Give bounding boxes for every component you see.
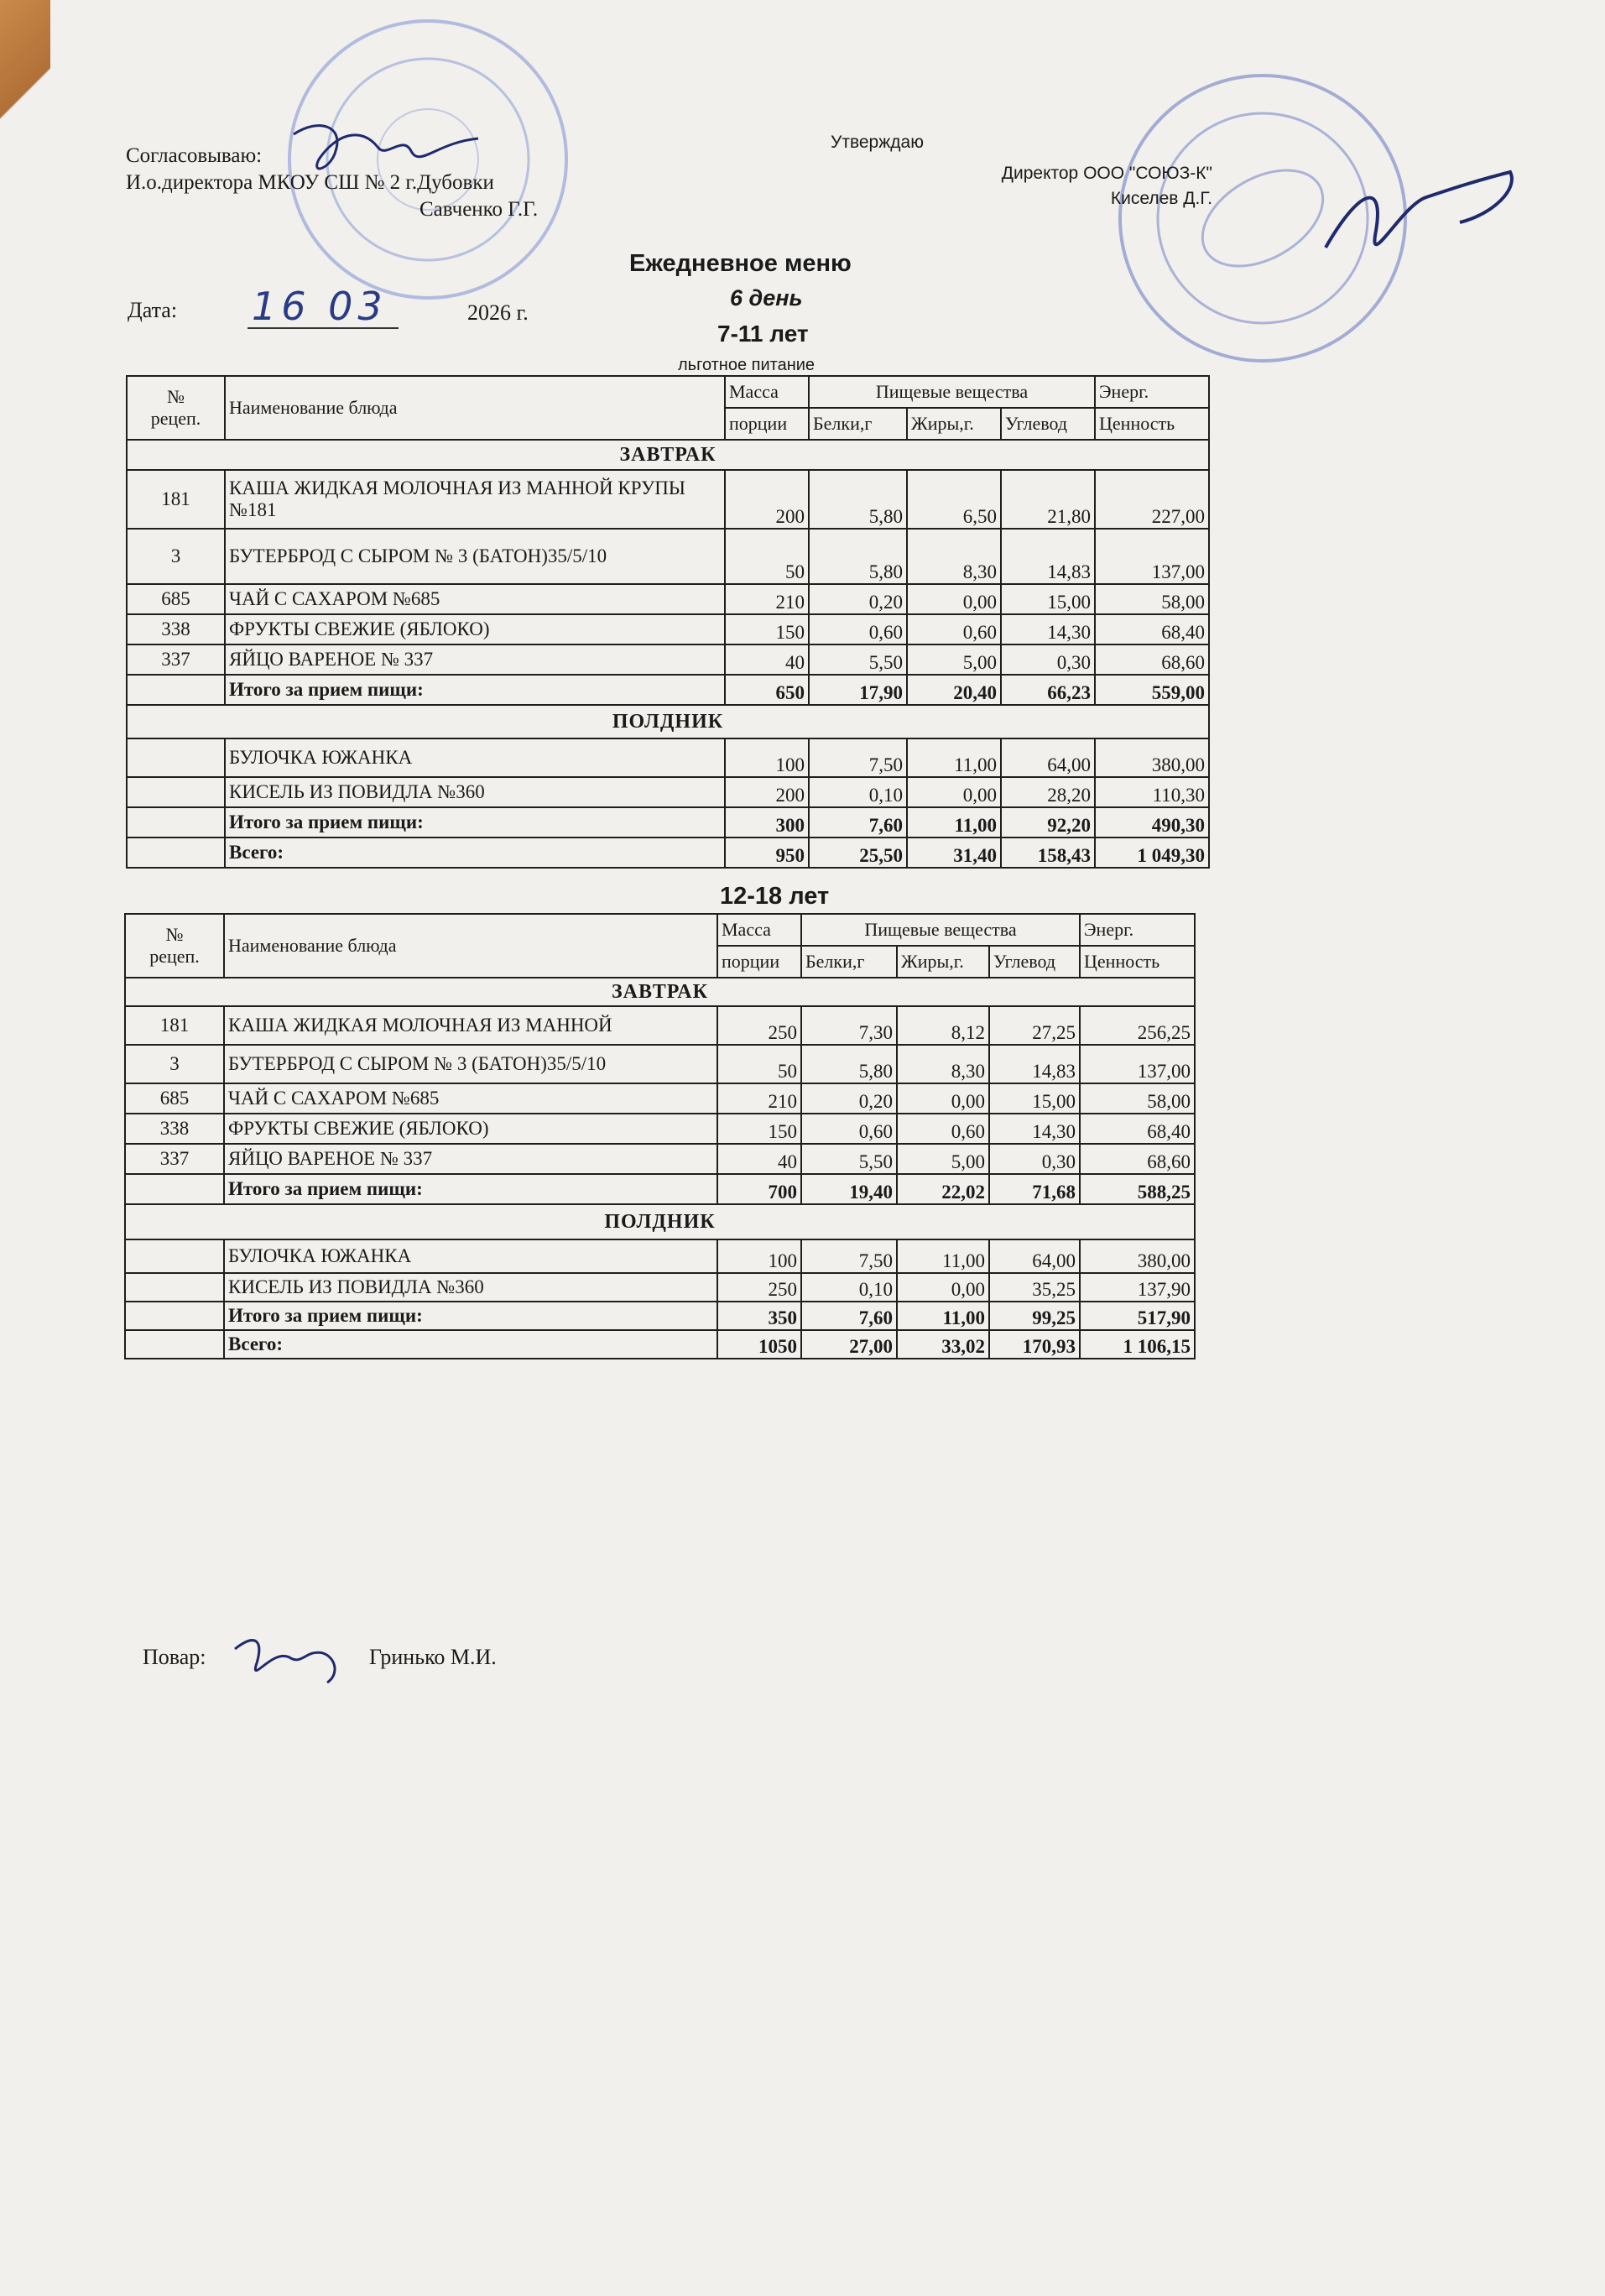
agree-label: Согласовываю: (126, 144, 263, 167)
table-row: КИСЕЛЬ ИЗ ПОВИДЛА №360 200 0,10 0,00 28,20 110,30 (127, 777, 1209, 807)
col-mass: Масса (717, 914, 801, 946)
col-fats: Жиры,г. (907, 408, 1001, 440)
date-value: 16 03 (252, 284, 388, 329)
agree-position: И.о.директора МКОУ СШ № 2 г.Дубовки (126, 171, 494, 194)
col-nutrients: Пищевые вещества (809, 376, 1095, 408)
signature-cook (231, 1624, 348, 1691)
approve-block (977, 161, 1212, 211)
section-breakfast: ЗАВТРАК (125, 978, 1195, 1006)
agree-name: Савченко Г.Г. (419, 198, 539, 221)
section-breakfast: ЗАВТРАК (127, 440, 1209, 470)
col-carbs: Углевод (989, 946, 1080, 978)
col-energy: Энерг. (1095, 376, 1209, 408)
table-row: БУЛОЧКА ЮЖАНКА 100 7,50 11,00 64,00 380,00 (125, 1239, 1195, 1273)
signature-approve (1309, 155, 1527, 281)
meal-type-note: льготное питание (678, 356, 816, 374)
date-year: 2026 г. (467, 300, 529, 325)
table-row: 181 КАША ЖИДКАЯ МОЛОЧНАЯ ИЗ МАННОЙ КРУПЫ №181 200 5,80 6,50 21,80 227,00 (127, 470, 1209, 529)
table-row: 685 ЧАЙ С САХАРОМ №685 210 0,20 0,00 15,00 58,00 (127, 584, 1209, 614)
col-mass-2: порции (725, 408, 809, 440)
table-row: 337 ЯЙЦО ВАРЕНОЕ № 337 40 5,50 5,00 0,30 68,60 (127, 644, 1209, 675)
col-dish: Наименование блюда (224, 914, 717, 978)
document-title: Ежедневное меню (629, 250, 852, 277)
table-row: 338 ФРУКТЫ СВЕЖИЕ (ЯБЛОКО) 150 0,60 0,60 14,30 68,40 (125, 1114, 1195, 1144)
menu-table-12-18 (124, 913, 1196, 1359)
table-row: 337 ЯЙЦО ВАРЕНОЕ № 337 40 5,50 5,00 0,30 68,60 (125, 1144, 1195, 1174)
col-mass-2: порции (717, 946, 801, 978)
col-energy-2: Ценность (1095, 408, 1209, 440)
age-group-1: 7-11 лет (717, 321, 809, 347)
table-row: БУЛОЧКА ЮЖАНКА 100 7,50 11,00 64,00 380,00 (127, 738, 1209, 777)
approve-name: Киселев Д.Г. (1110, 189, 1212, 208)
grand-total-row: Всего: 950 25,50 31,40 158,43 1 049,30 (127, 838, 1209, 868)
snack-total-row: Итого за прием пищи: 300 7,60 11,00 92,20 490,30 (127, 807, 1209, 838)
section-snack: ПОЛДНИК (125, 1204, 1195, 1239)
col-fats: Жиры,г. (897, 946, 989, 978)
col-energy-2: Ценность (1080, 946, 1195, 978)
cook-label: Повар: (143, 1645, 206, 1669)
date-label: Дата: (128, 298, 178, 322)
snack-total-row: Итого за прием пищи: 350 7,60 11,00 99,25 517,90 (125, 1302, 1195, 1330)
breakfast-total-row: Итого за прием пищи: 700 19,40 22,02 71,68 588,25 (125, 1174, 1195, 1204)
cook-name: Гринько М.И. (369, 1645, 497, 1669)
col-carbs: Углевод (1001, 408, 1095, 440)
col-mass: Масса (725, 376, 809, 408)
age-group-2: 12-18 лет (720, 883, 830, 910)
approve-position: Директор ООО "СОЮЗ-К" (1001, 164, 1212, 183)
table-row: 3 БУТЕРБРОД С СЫРОМ № 3 (БАТОН)35/5/10 50 5,80 8,30 14,83 137,00 (127, 529, 1209, 584)
breakfast-total-row: Итого за прием пищи: 650 17,90 20,40 66,23 559,00 (127, 675, 1209, 705)
grand-total-row: Всего: 1050 27,00 33,02 170,93 1 106,15 (125, 1330, 1195, 1359)
menu-table-7-11 (126, 375, 1210, 869)
col-proteins: Белки,г (809, 408, 907, 440)
paper-edge (0, 0, 50, 185)
table-row: 338 ФРУКТЫ СВЕЖИЕ (ЯБЛОКО) 150 0,60 0,60 14,30 68,40 (127, 614, 1209, 644)
section-snack: ПОЛДНИК (127, 705, 1209, 738)
table-row: 685 ЧАЙ С САХАРОМ №685 210 0,20 0,00 15,00 58,00 (125, 1083, 1195, 1114)
table-row: КИСЕЛЬ ИЗ ПОВИДЛА №360 250 0,10 0,00 35,25 137,90 (125, 1273, 1195, 1302)
approve-label: Утверждаю (831, 133, 924, 152)
col-nutrients: Пищевые вещества (801, 914, 1080, 946)
agree-block (126, 143, 538, 223)
col-recipe-no: № рецеп. (125, 914, 224, 978)
col-proteins: Белки,г (801, 946, 897, 978)
col-recipe-no: № рецеп. (127, 376, 225, 440)
col-energy: Энерг. (1080, 914, 1195, 946)
table-row: 3 БУТЕРБРОД С СЫРОМ № 3 (БАТОН)35/5/10 50 5,80 8,30 14,83 137,00 (125, 1045, 1195, 1083)
table-row: 181 КАША ЖИДКАЯ МОЛОЧНАЯ ИЗ МАННОЙ 250 7,30 8,12 27,25 256,25 (125, 1006, 1195, 1045)
day-label: 6 день (730, 285, 803, 310)
col-dish: Наименование блюда (225, 376, 725, 440)
